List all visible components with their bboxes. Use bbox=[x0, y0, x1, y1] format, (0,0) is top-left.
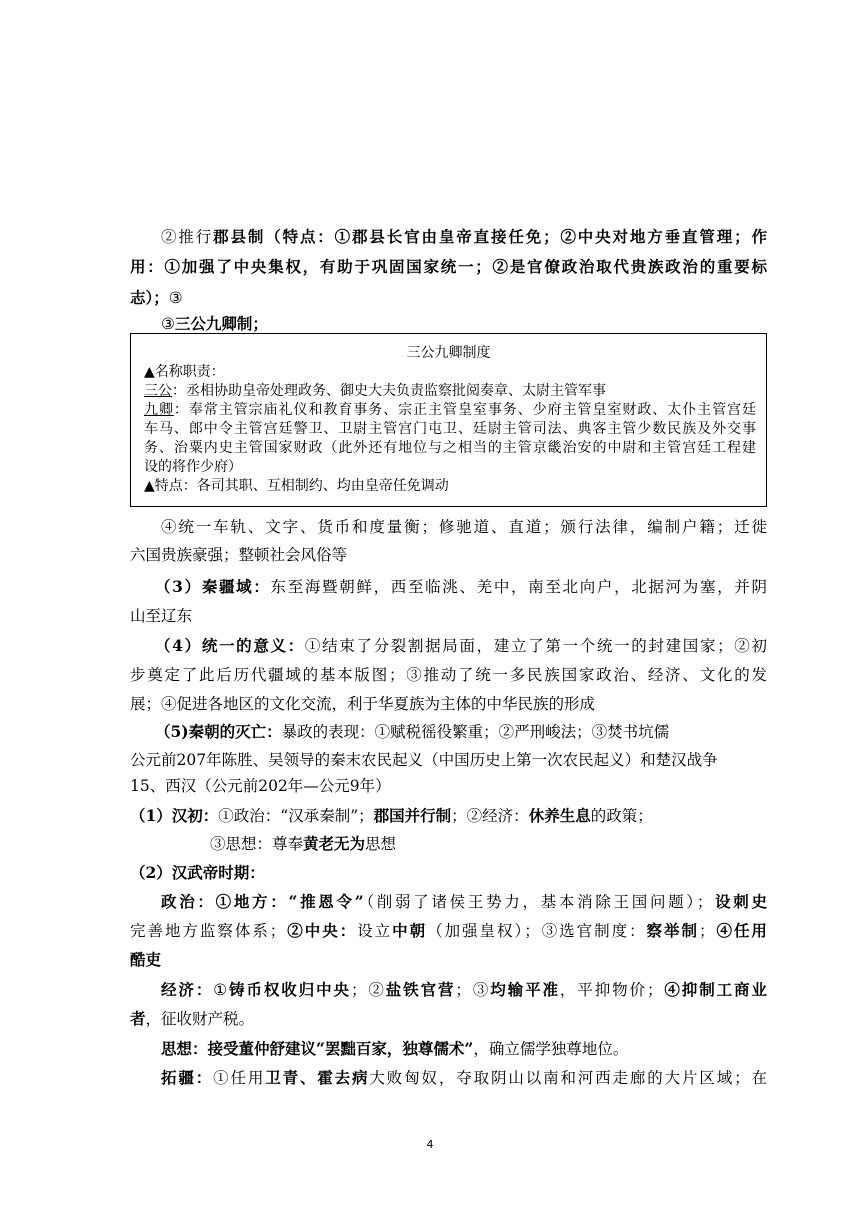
paragraph-territory-line2: 山至辽东 bbox=[130, 607, 193, 625]
paragraph-expansion: 拓疆：①任用卫青、霍去病大败匈奴，夺取阴山以南和河西走廊的大片区域；在 bbox=[161, 1068, 767, 1087]
paragraph-politics-line2: 完善地方监察体系；②中央：设立中朝（加强皇权）；③选官制度：察举制；④任用 bbox=[130, 921, 767, 940]
paragraph-early-han-line2: ③思想：尊奉黄老无为思想 bbox=[210, 834, 397, 853]
paragraph-early-han-line1: （1）汉初：①政治：“汉承秦制”；郡国并行制；②经济：休养生息的政策； bbox=[130, 806, 653, 825]
paragraph-territory-line1: （3）秦疆域：东至海暨朝鲜，西至临洮、羌中，南至北向户，北据河为塞，并阴 bbox=[155, 577, 767, 596]
paragraph-unification-line1: ④统一车轨、文字、货币和度量衡；修驰道、直道；颁行法律，编制户籍；迁徙 bbox=[161, 518, 767, 536]
page-number: 4 bbox=[426, 1138, 434, 1151]
box-line-duties-label: ▲名称职责： bbox=[144, 364, 225, 380]
section-heading-western-han: 15、西汉（公元前202年—公元9年） bbox=[130, 777, 391, 795]
paragraph-significance-line2: 步奠定了此后历代疆域的基本版图；③推动了统一多民族国家政治、经济、文化的发 bbox=[130, 666, 767, 684]
box-line-jiuqing-2: 车马、郎中令主管宫廷警卫、卫尉主管宫门屯卫、廷尉主管司法、典客主管少数民族及外交事 bbox=[144, 421, 756, 437]
box-title: 三公九卿制度 bbox=[406, 345, 491, 361]
paragraph-qin-fall-line1: （5)秦朝的灭亡：暴政的表现：①赋税徭役繁重；②严刑峻法；③焚书坑儒 bbox=[155, 722, 670, 741]
paragraph-qin-fall-line2: 公元前207年陈胜、吴领导的秦末农民起义（中国历史上第一次农民起义）和楚汉战争 bbox=[130, 751, 718, 769]
paragraph-junxian-line1: ②推行郡县制（特点：①郡县长官由皇帝直接任免；②中央对地方垂直管理；作 bbox=[161, 227, 767, 246]
paragraph-sangong-heading: ③三公九卿制； bbox=[161, 314, 268, 333]
paragraph-junxian-line2: 用：①加强了中央集权，有助于巩固国家统一；②是官僚政治取代贵族政治的重要标 bbox=[130, 257, 767, 276]
paragraph-significance-line1: （4）统一的意义：①结束了分裂割据局面，建立了第一个统一的封建国家；②初 bbox=[155, 636, 767, 655]
paragraph-unification-line2: 六国贵族豪强；整顿社会风俗等 bbox=[130, 546, 348, 564]
paragraph-ideology: 思想：接受董仲舒建议“罢黜百家，独尊儒术”，确立儒学独尊地位。 bbox=[161, 1039, 629, 1058]
paragraph-politics-line3: 酷吏 bbox=[130, 950, 162, 969]
box-line-sangong: 三公：丞相协助皇帝处理政务、御史大夫负责监察批阅奏章、太尉主管军事 bbox=[144, 383, 606, 399]
box-line-jiuqing-4: 设的将作少府） bbox=[144, 459, 242, 475]
box-line-jiuqing-3: 务、治粟内史主管国家财政（此外还有地位与之相当的主管京畿治安的中尉和主管宫廷工程建 bbox=[144, 440, 756, 456]
subsection-heading-wudi: （2）汉武帝时期： bbox=[130, 863, 265, 882]
box-line-features: ▲特点：各司其职、互相制约、均由皇帝任免调动 bbox=[144, 478, 449, 494]
box-line-jiuqing-1: 九卿：奉常主管宗庙礼仪和教育事务、宗正主管皇室事务、少府主管皇室财政、太仆主管宫廷 bbox=[144, 402, 757, 418]
sangong-jiuqing-box bbox=[130, 333, 767, 507]
paragraph-junxian-line3: 志）；③ bbox=[130, 288, 183, 307]
paragraph-economy-line2: 者，征收财产税。 bbox=[130, 1009, 255, 1028]
paragraph-economy-line1: 经济：①铸币权收归中央；②盐铁官营；③均输平准，平抑物价；④抑制工商业 bbox=[161, 980, 767, 999]
paragraph-significance-line3: 展；④促进各地区的文化交流，利于华夏族为主体的中华民族的形成 bbox=[130, 695, 596, 713]
paragraph-politics-line1: 政治：①地方：“推恩令”（削弱了诸侯王势力，基本消除王国问题）；设刺史 bbox=[161, 892, 767, 911]
